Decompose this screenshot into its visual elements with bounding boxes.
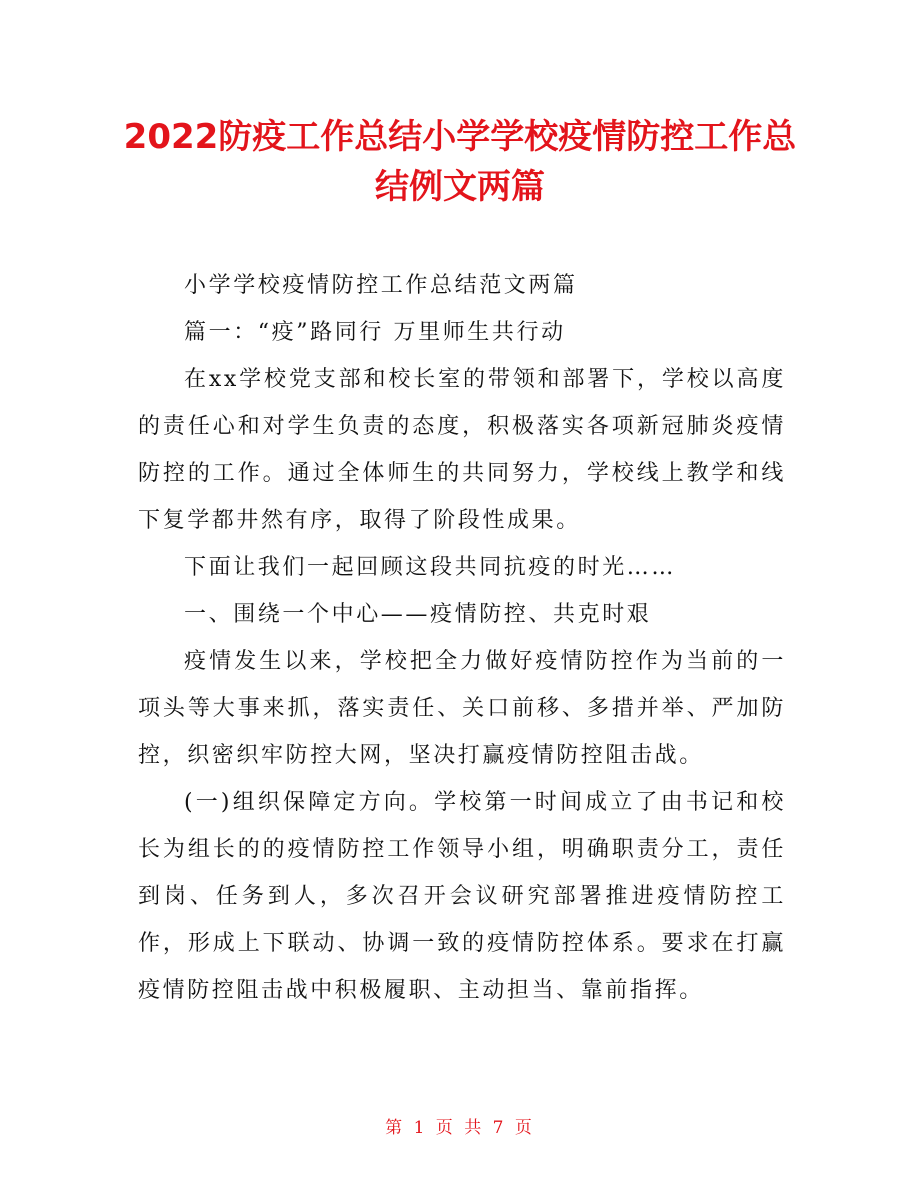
paragraph-organization: (一)组织保障定方向。学校第一时间成立了由书记和校长为组长的的疫情防控工作领导小组，明确职责分工，责任到岗、任务到人，多次召开会议研究部署推进疫情防控工作，形成上下联动、协调一致的疫情防控体系。要求在打赢疫情防控阻击战中积极履职、主动担当、靠前指挥。 — [138, 790, 786, 1003]
paragraph-section-one-heading: 一、围绕一个中心——疫情防控、共克时艰 — [184, 602, 652, 627]
paragraph-section-one-body: 疫情发生以来，学校把全力做好疫情防控作为当前的一项头等大事来抓，落实责任、关口前移、多措并举、严加防控，织密织牢防控大网，坚决打赢疫情防控阻击战。 — [138, 649, 786, 768]
document-title: 2022防疫工作总结小学学校疫情防控工作总结例文两篇 — [123, 117, 797, 207]
paragraph-part-one-heading: 篇一：“疫”路同行 万里师生共行动 — [184, 320, 566, 345]
document-body — [138, 262, 786, 1014]
paragraph-intro: 在xx学校党支部和校长室的带领和部署下，学校以高度的责任心和对学生负责的态度，积极落实各项新冠肺炎疫情防控的工作。通过全体师生的共同努力，学校线上教学和线下复学都井然有序，取得了阶段性成果。 — [138, 367, 786, 533]
page-number-footer: 第 1 页 共 7 页 — [385, 1118, 535, 1138]
paragraph-review: 下面让我们一起回顾这段共同抗疫的时光…… — [184, 555, 677, 580]
paragraph-subtitle: 小学学校疫情防控工作总结范文两篇 — [184, 273, 578, 298]
